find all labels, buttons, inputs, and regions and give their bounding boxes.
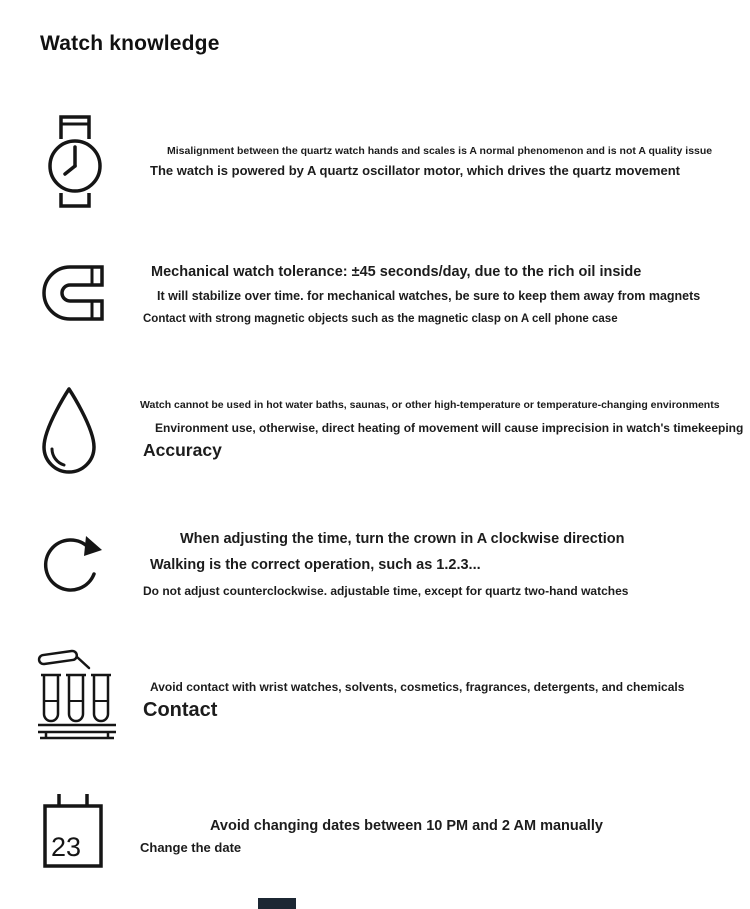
rotate-arrow-icon — [40, 526, 104, 596]
info-line: Avoid contact with wrist watches, solvents, cosmetics, fragrances, detergents, and chemicals — [150, 680, 685, 694]
info-line: Do not adjust counterclockwise. adjustable time, except for quartz two-hand watches — [143, 584, 629, 598]
info-line: Misalignment between the quartz watch hands and scales is A normal phenomenon and is not A quality issue — [167, 145, 713, 157]
info-line: Avoid changing dates between 10 PM and 2 AM manually — [210, 818, 603, 834]
section-crown-adjustment — [0, 524, 750, 634]
section-temperature — [0, 383, 750, 493]
magnet-icon — [40, 264, 108, 322]
info-line: When adjusting the time, turn the crown in A clockwise direction — [180, 531, 625, 547]
test-tubes-icon — [36, 645, 118, 745]
info-line: Contact with strong magnetic objects such as the magnetic clasp on A cell phone case — [143, 313, 618, 325]
info-line: Watch cannot be used in hot water baths, saunas, or other high-temperature or temperature-changing environments — [140, 399, 720, 411]
section-date-change — [0, 790, 750, 890]
info-line: Environment use, otherwise, direct heating of movement will cause imprecision in watch's timekeeping — [155, 421, 744, 435]
accuracy-heading: Accuracy — [143, 440, 222, 460]
info-line: Walking is the correct operation, such as 1.2.3... — [150, 557, 481, 573]
change-date-heading: Change the date — [140, 840, 242, 855]
info-line: The watch is powered by A quartz oscillator motor, which drives the quartz movement — [150, 163, 680, 178]
page-title: Watch knowledge — [40, 32, 220, 55]
bottom-bar — [258, 898, 296, 909]
water-drop-icon — [38, 385, 100, 477]
info-line: Mechanical watch tolerance: ±45 seconds/day, due to the rich oil inside — [151, 264, 642, 280]
section-magnetism — [0, 262, 750, 372]
section-chemicals — [0, 645, 750, 765]
calendar-day-label: 23 — [51, 832, 82, 862]
calendar-icon — [40, 790, 106, 872]
info-line: It will stabilize over time. for mechanical watches, be sure to keep them away from magnets — [157, 289, 701, 303]
watch-icon — [42, 113, 108, 210]
section-quartz-movement — [0, 113, 750, 243]
contact-heading: Contact — [143, 699, 218, 721]
